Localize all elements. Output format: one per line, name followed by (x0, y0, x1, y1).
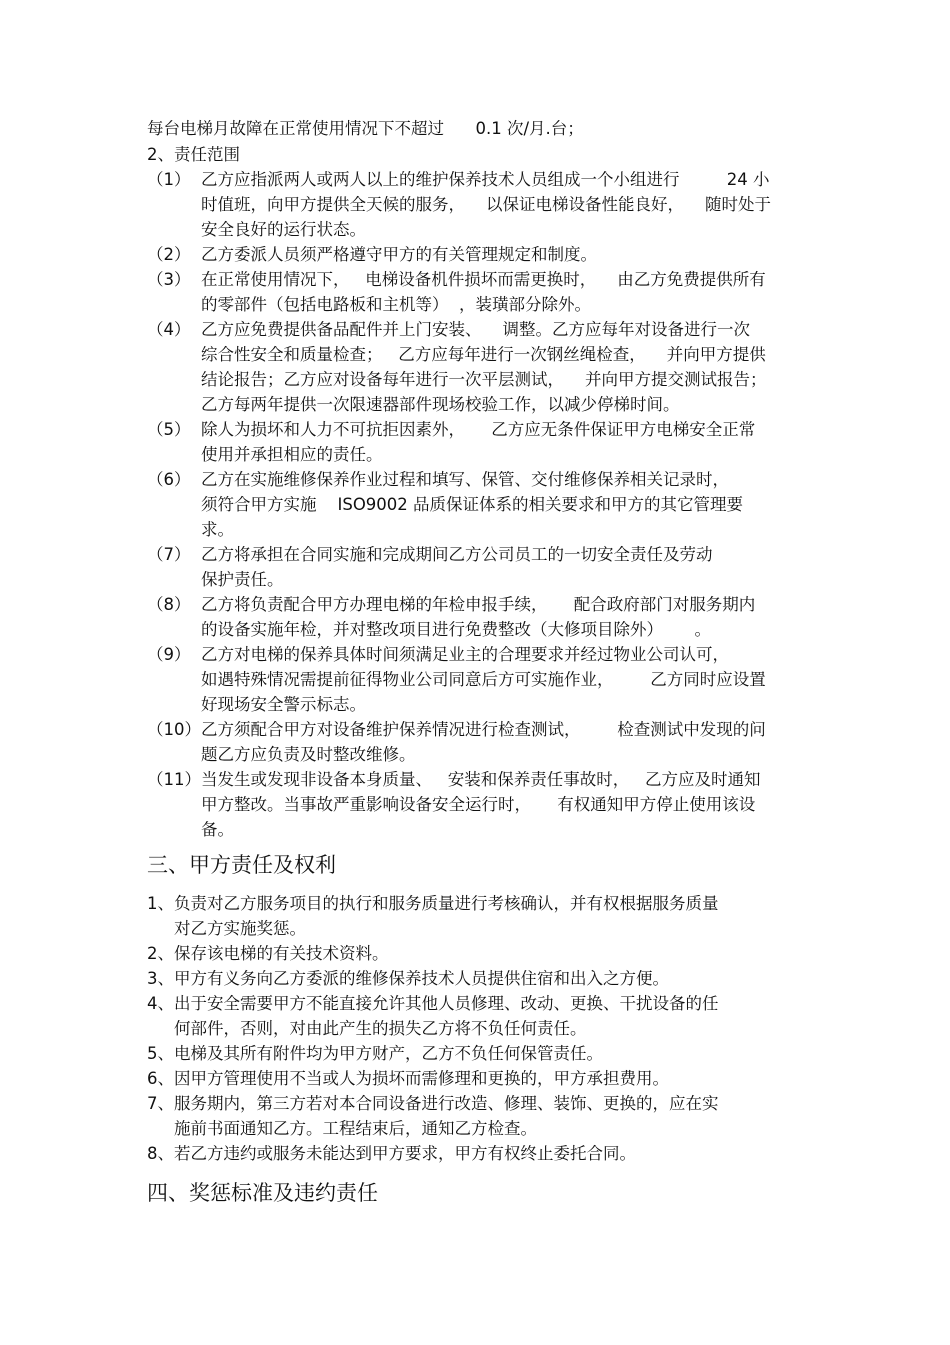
responsibility-item-line: 乙方对电梯的保养具体时间须满足业主的合理要求并经过物业公司认可， (201, 645, 729, 664)
section-4-heading: 四、奖惩标准及违约责任 (147, 1181, 378, 1205)
section-3-item-line: 何部件，否则，对由此产生的损失乙方将不负任何责任。 (174, 1019, 587, 1038)
section-3-item-line: 电梯及其所有附件均为甲方财产，乙方不负任何保管责任。 (174, 1044, 603, 1063)
responsibility-item-number: （8） (147, 595, 191, 614)
section-3-item-line: 对乙方实施奖惩。 (174, 919, 306, 938)
section-3-item-number: 3、 (147, 969, 174, 988)
responsibility-item-number: （10） (147, 720, 201, 739)
section-3-item-number: 2、 (147, 944, 174, 963)
responsibility-item-line: 甲方整改。当事故严重影响设备安全运行时， 有权通知甲方停止使用该设 (201, 795, 756, 814)
responsibility-item-number: （2） (147, 245, 191, 264)
responsibility-item-line: 当发生或发现非设备本身质量、 安装和保养责任事故时， 乙方应及时通知 (201, 770, 761, 789)
failure-rate-text: 每台电梯月故障在正常使用情况下不超过 0.1 次/月.台； (147, 119, 584, 138)
responsibility-item-number: （9） (147, 645, 191, 664)
section-3-heading: 三、甲方责任及权利 (147, 853, 336, 877)
sub-heading: 2、责任范围 (147, 145, 240, 164)
section-3-item-line: 保存该电梯的有关技术资料。 (174, 944, 389, 963)
section-3-item-number: 7、 (147, 1094, 174, 1113)
section-3-item-number: 5、 (147, 1044, 174, 1063)
responsibility-item-line: 如遇特殊情况需提前征得物业公司同意后方可实施作业， 乙方同时应设置 (201, 670, 766, 689)
responsibility-item-number: （11） (147, 770, 201, 789)
section-3-item-number: 8、 (147, 1144, 174, 1163)
responsibility-item-number: （5） (147, 420, 191, 439)
responsibility-item-line: 的零部件（包括电路板和主机等） ，装璜部分除外。 (201, 295, 591, 314)
section-3-item-number: 1、 (147, 894, 174, 913)
responsibility-item-line: 求。 (201, 520, 234, 539)
section-3-item-number: 6、 (147, 1069, 174, 1088)
section-3-item-line: 出于安全需要甲方不能直接允许其他人员修理、改动、更换、干扰设备的任 (174, 994, 719, 1013)
responsibility-item-line: 须符合甲方实施 ISO9002 品质保证体系的相关要求和甲方的其它管理要 (201, 495, 744, 514)
responsibility-item-line: 乙方将负责配合甲方办理电梯的年检申报手续， 配合政府部门对服务期内 (201, 595, 756, 614)
responsibility-item-number: （3） (147, 270, 191, 289)
responsibility-item-line: 在正常使用情况下， 电梯设备机件损坏而需更换时， 由乙方免费提供所有 (201, 270, 766, 289)
responsibility-item-line: 结论报告；乙方应对设备每年进行一次平层测试， 并向甲方提交测试报告； (201, 370, 767, 389)
responsibility-item-number: （6） (147, 470, 191, 489)
section-3-item-number: 4、 (147, 994, 174, 1013)
responsibility-item-line: 乙方须配合甲方对设备维护保养情况进行检查测试， 检查测试中发现的问 (201, 720, 766, 739)
responsibility-item-line: 除人为损坏和人力不可抗拒因素外， 乙方应无条件保证甲方电梯安全正常 (201, 420, 756, 439)
responsibility-item-line: 综合性安全和质量检查； 乙方应每年进行一次钢丝绳检查， 并向甲方提供 (201, 345, 766, 364)
responsibility-item-line: 好现场安全警示标志。 (201, 695, 366, 714)
responsibility-item-line: 乙方在实施维修保养作业过程和填写、保管、交付维修保养相关记录时， (201, 470, 729, 489)
responsibility-item-line: 乙方将承担在合同实施和完成期间乙方公司员工的一切安全责任及劳动 (201, 545, 713, 564)
responsibility-item-line: 乙方每两年提供一次限速器部件现场校验工作，以减少停梯时间。 (201, 395, 680, 414)
responsibility-item-line: 使用并承担相应的责任。 (201, 445, 383, 464)
responsibility-item-line: 题乙方应负责及时整改维修。 (201, 745, 416, 764)
responsibility-item-line: 时值班，向甲方提供全天候的服务， 以保证电梯设备性能良好， 随时处于 (201, 195, 771, 214)
responsibility-item-number: （1） (147, 170, 191, 189)
section-3-item-line: 负责对乙方服务项目的执行和服务质量进行考核确认，并有权根据服务质量 (174, 894, 719, 913)
section-3-item-line: 因甲方管理使用不当或人为损坏而需修理和更换的，甲方承担费用。 (174, 1069, 669, 1088)
responsibility-item-line: 安全良好的运行状态。 (201, 220, 366, 239)
responsibility-item-line: 保护责任。 (201, 570, 284, 589)
section-3-item-line: 服务期内，第三方若对本合同设备进行改造、修理、装饰、更换的，应在实 (174, 1094, 719, 1113)
section-3-item-line: 若乙方违约或服务未能达到甲方要求，甲方有权终止委托合同。 (174, 1144, 636, 1163)
section-3-item-line: 甲方有义务向乙方委派的维修保养技术人员提供住宿和出入之方便。 (174, 969, 669, 988)
responsibility-item-line: 乙方应指派两人或两人以上的维护保养技术人员组成一个小组进行 24 小 (201, 170, 770, 189)
responsibility-item-line: 乙方应免费提供备品配件并上门安装、 调整。乙方应每年对设备进行一次 (201, 320, 750, 339)
responsibility-item-number: （4） (147, 320, 191, 339)
responsibility-item-line: 乙方委派人员须严格遵守甲方的有关管理规定和制度。 (201, 245, 597, 264)
section-3-item-line: 施前书面通知乙方。工程结束后，通知乙方检查。 (174, 1119, 537, 1138)
responsibility-item-line: 备。 (201, 820, 234, 839)
responsibility-item-line: 的设备实施年检，并对整改项目进行免费整改（大修项目除外） 。 (201, 620, 711, 639)
responsibility-item-number: （7） (147, 545, 191, 564)
